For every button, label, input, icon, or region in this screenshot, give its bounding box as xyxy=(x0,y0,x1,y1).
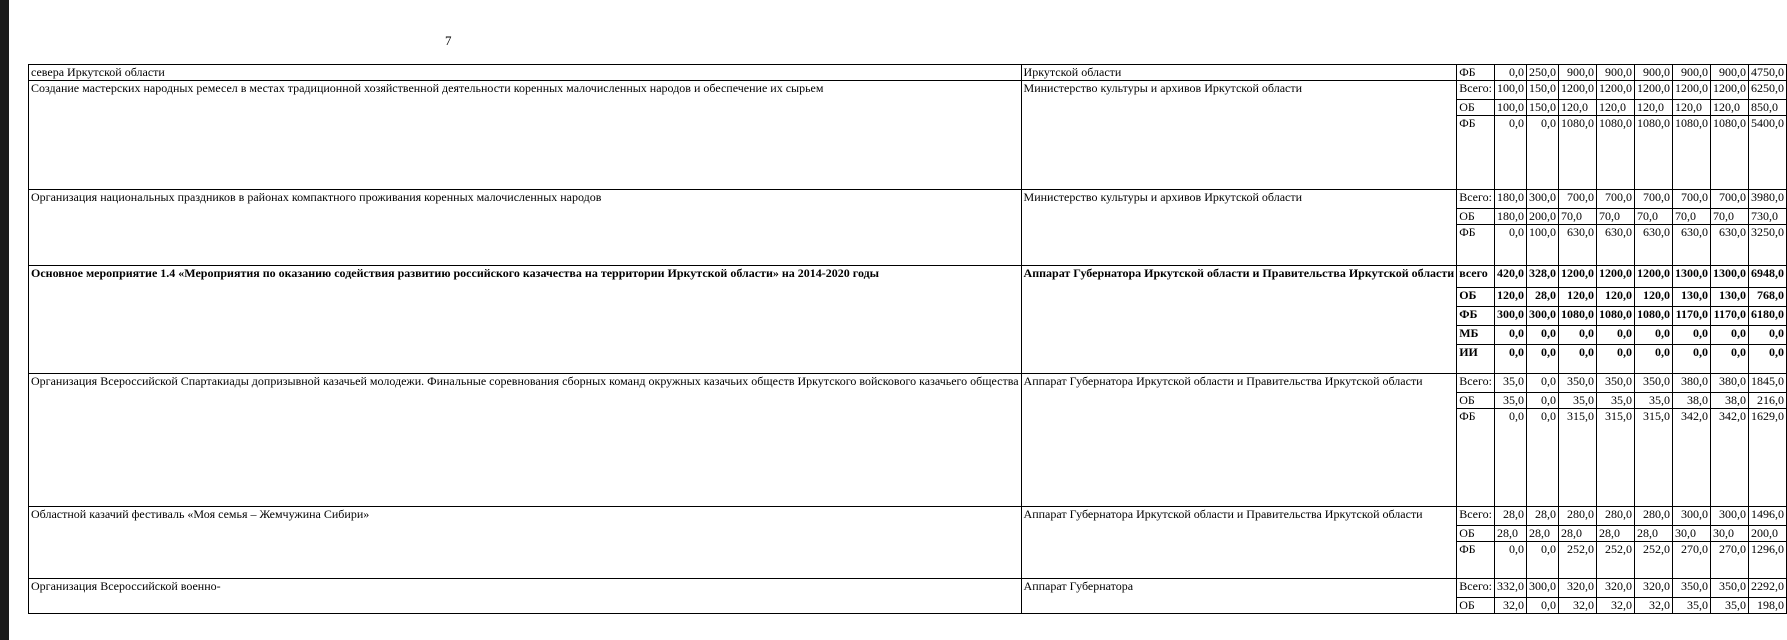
amount-cell: 1845,0 xyxy=(1748,374,1786,393)
amount-cell: 420,0 xyxy=(1494,266,1526,288)
amount-cell: 630,0 xyxy=(1558,225,1596,266)
amount-cell: 280,0 xyxy=(1634,507,1672,526)
amount-cell: 120,0 xyxy=(1596,100,1634,116)
amount-cell: 28,0 xyxy=(1526,507,1558,526)
amount-cell: 0,0 xyxy=(1494,116,1526,190)
amount-cell: 28,0 xyxy=(1526,526,1558,542)
amount-cell: 0,0 xyxy=(1494,542,1526,579)
funding-source-cell: Всего: xyxy=(1457,81,1495,100)
table-row xyxy=(29,507,1787,526)
amount-cell: 900,0 xyxy=(1596,65,1634,81)
amount-cell: 252,0 xyxy=(1558,542,1596,579)
amount-cell: 0,0 xyxy=(1634,326,1672,345)
amount-cell: 0,0 xyxy=(1526,374,1558,393)
activity-cell: севера Иркутской области xyxy=(29,65,1022,81)
amount-cell: 630,0 xyxy=(1634,225,1672,266)
amount-cell: 315,0 xyxy=(1558,409,1596,507)
amount-cell: 200,0 xyxy=(1526,209,1558,225)
amount-cell: 0,0 xyxy=(1526,326,1558,345)
amount-cell: 35,0 xyxy=(1710,598,1748,614)
amount-cell: 0,0 xyxy=(1494,326,1526,345)
amount-cell: 100,0 xyxy=(1494,100,1526,116)
amount-cell: 216,0 xyxy=(1748,393,1786,409)
budget-table xyxy=(28,64,1787,614)
amount-cell: 0,0 xyxy=(1526,116,1558,190)
amount-cell: 0,0 xyxy=(1596,345,1634,374)
amount-cell: 1080,0 xyxy=(1558,116,1596,190)
table-row xyxy=(29,81,1787,100)
amount-cell: 28,0 xyxy=(1596,526,1634,542)
amount-cell: 300,0 xyxy=(1526,307,1558,326)
amount-cell: 0,0 xyxy=(1526,542,1558,579)
amount-cell: 3250,0 xyxy=(1748,225,1786,266)
amount-cell: 4750,0 xyxy=(1748,65,1786,81)
amount-cell: 1080,0 xyxy=(1634,307,1672,326)
funding-source-cell: Всего: xyxy=(1457,374,1495,393)
page-number: 7 xyxy=(445,33,452,48)
amount-cell: 120,0 xyxy=(1634,100,1672,116)
amount-cell: 1296,0 xyxy=(1748,542,1786,579)
table-row xyxy=(29,266,1787,288)
amount-cell: 100,0 xyxy=(1494,81,1526,100)
amount-cell: 350,0 xyxy=(1596,374,1634,393)
funding-source-cell: Всего: xyxy=(1457,190,1495,209)
table-row xyxy=(29,65,1787,81)
amount-cell: 320,0 xyxy=(1558,579,1596,598)
amount-cell: 328,0 xyxy=(1526,266,1558,288)
amount-cell: 38,0 xyxy=(1672,393,1710,409)
amount-cell: 32,0 xyxy=(1596,598,1634,614)
activity-cell: Создание мастерских народных ремесел в местах традиционной хозяйственной деятельности коренных малочисленных народов и обеспечение их сырьем xyxy=(29,81,1022,190)
amount-cell: 0,0 xyxy=(1526,598,1558,614)
amount-cell: 130,0 xyxy=(1710,288,1748,307)
amount-cell: 70,0 xyxy=(1596,209,1634,225)
amount-cell: 35,0 xyxy=(1634,393,1672,409)
amount-cell: 0,0 xyxy=(1596,326,1634,345)
amount-cell: 768,0 xyxy=(1748,288,1786,307)
amount-cell: 0,0 xyxy=(1748,326,1786,345)
amount-cell: 28,0 xyxy=(1494,526,1526,542)
amount-cell: 0,0 xyxy=(1494,225,1526,266)
executor-cell: Иркутской области xyxy=(1021,65,1457,81)
amount-cell: 32,0 xyxy=(1558,598,1596,614)
executor-cell: Аппарат Губернатора xyxy=(1021,579,1457,614)
amount-cell: 350,0 xyxy=(1634,374,1672,393)
amount-cell: 252,0 xyxy=(1596,542,1634,579)
amount-cell: 180,0 xyxy=(1494,190,1526,209)
amount-cell: 120,0 xyxy=(1558,100,1596,116)
scan-edge-bar xyxy=(0,0,9,640)
amount-cell: 1300,0 xyxy=(1672,266,1710,288)
amount-cell: 280,0 xyxy=(1596,507,1634,526)
amount-cell: 1200,0 xyxy=(1558,266,1596,288)
funding-source-cell: Всего: xyxy=(1457,507,1495,526)
amount-cell: 70,0 xyxy=(1634,209,1672,225)
amount-cell: 332,0 xyxy=(1494,579,1526,598)
amount-cell: 300,0 xyxy=(1494,307,1526,326)
amount-cell: 28,0 xyxy=(1558,526,1596,542)
executor-cell: Министерство культуры и архивов Иркутской области xyxy=(1021,81,1457,190)
amount-cell: 1200,0 xyxy=(1672,81,1710,100)
funding-source-cell: ФБ xyxy=(1457,409,1495,507)
amount-cell: 32,0 xyxy=(1494,598,1526,614)
amount-cell: 1200,0 xyxy=(1558,81,1596,100)
amount-cell: 0,0 xyxy=(1672,345,1710,374)
amount-cell: 342,0 xyxy=(1710,409,1748,507)
table-row xyxy=(29,374,1787,393)
amount-cell: 300,0 xyxy=(1526,579,1558,598)
amount-cell: 70,0 xyxy=(1558,209,1596,225)
funding-source-cell: ОБ xyxy=(1457,598,1495,614)
amount-cell: 3980,0 xyxy=(1748,190,1786,209)
amount-cell: 1080,0 xyxy=(1672,116,1710,190)
funding-source-cell: всего xyxy=(1457,266,1495,288)
amount-cell: 130,0 xyxy=(1672,288,1710,307)
funding-source-cell: ФБ xyxy=(1457,65,1495,81)
executor-cell: Аппарат Губернатора Иркутской области и Правительства Иркутской области xyxy=(1021,374,1457,507)
amount-cell: 1170,0 xyxy=(1672,307,1710,326)
funding-source-cell: ФБ xyxy=(1457,116,1495,190)
amount-cell: 0,0 xyxy=(1558,345,1596,374)
amount-cell: 700,0 xyxy=(1634,190,1672,209)
amount-cell: 0,0 xyxy=(1494,409,1526,507)
amount-cell: 320,0 xyxy=(1596,579,1634,598)
executor-cell: Аппарат Губернатора Иркутской области и Правительства Иркутской области xyxy=(1021,266,1457,374)
funding-source-cell: ФБ xyxy=(1457,542,1495,579)
amount-cell: 250,0 xyxy=(1526,65,1558,81)
amount-cell: 30,0 xyxy=(1710,526,1748,542)
amount-cell: 630,0 xyxy=(1672,225,1710,266)
amount-cell: 0,0 xyxy=(1526,409,1558,507)
amount-cell: 120,0 xyxy=(1494,288,1526,307)
amount-cell: 350,0 xyxy=(1558,374,1596,393)
amount-cell: 35,0 xyxy=(1494,393,1526,409)
amount-cell: 630,0 xyxy=(1710,225,1748,266)
amount-cell: 0,0 xyxy=(1526,393,1558,409)
amount-cell: 200,0 xyxy=(1748,526,1786,542)
amount-cell: 28,0 xyxy=(1526,288,1558,307)
amount-cell: 700,0 xyxy=(1558,190,1596,209)
amount-cell: 1629,0 xyxy=(1748,409,1786,507)
amount-cell: 180,0 xyxy=(1494,209,1526,225)
amount-cell: 28,0 xyxy=(1494,507,1526,526)
amount-cell: 1200,0 xyxy=(1634,81,1672,100)
amount-cell: 35,0 xyxy=(1672,598,1710,614)
amount-cell: 1300,0 xyxy=(1710,266,1748,288)
amount-cell: 120,0 xyxy=(1672,100,1710,116)
amount-cell: 150,0 xyxy=(1526,81,1558,100)
amount-cell: 900,0 xyxy=(1634,65,1672,81)
funding-source-cell: ОБ xyxy=(1457,288,1495,307)
funding-source-cell: ОБ xyxy=(1457,100,1495,116)
amount-cell: 630,0 xyxy=(1596,225,1634,266)
amount-cell: 900,0 xyxy=(1710,65,1748,81)
amount-cell: 1080,0 xyxy=(1596,307,1634,326)
activity-cell: Организация национальных праздников в районах компактного проживания коренных малочисленных народов xyxy=(29,190,1022,266)
amount-cell: 700,0 xyxy=(1672,190,1710,209)
activity-cell: Организация Всероссийской Спартакиады допризывной казачьей молодежи. Финальные соревнования сборных команд окружных казачьих обществ Иркутского войскового казачьего общества xyxy=(29,374,1022,507)
amount-cell: 120,0 xyxy=(1558,288,1596,307)
amount-cell: 1200,0 xyxy=(1710,81,1748,100)
amount-cell: 0,0 xyxy=(1710,326,1748,345)
amount-cell: 35,0 xyxy=(1494,374,1526,393)
amount-cell: 0,0 xyxy=(1634,345,1672,374)
amount-cell: 0,0 xyxy=(1494,345,1526,374)
amount-cell: 35,0 xyxy=(1596,393,1634,409)
amount-cell: 315,0 xyxy=(1596,409,1634,507)
amount-cell: 30,0 xyxy=(1672,526,1710,542)
amount-cell: 270,0 xyxy=(1672,542,1710,579)
amount-cell: 5400,0 xyxy=(1748,116,1786,190)
amount-cell: 6180,0 xyxy=(1748,307,1786,326)
amount-cell: 380,0 xyxy=(1710,374,1748,393)
amount-cell: 0,0 xyxy=(1748,345,1786,374)
executor-cell: Министерство культуры и архивов Иркутской области xyxy=(1021,190,1457,266)
amount-cell: 252,0 xyxy=(1634,542,1672,579)
amount-cell: 350,0 xyxy=(1672,579,1710,598)
amount-cell: 120,0 xyxy=(1596,288,1634,307)
amount-cell: 0,0 xyxy=(1558,326,1596,345)
table-row xyxy=(29,579,1787,598)
funding-source-cell: ФБ xyxy=(1457,225,1495,266)
funding-source-cell: ОБ xyxy=(1457,393,1495,409)
amount-cell: 1080,0 xyxy=(1596,116,1634,190)
amount-cell: 850,0 xyxy=(1748,100,1786,116)
amount-cell: 700,0 xyxy=(1596,190,1634,209)
amount-cell: 28,0 xyxy=(1634,526,1672,542)
amount-cell: 70,0 xyxy=(1710,209,1748,225)
amount-cell: 1496,0 xyxy=(1748,507,1786,526)
amount-cell: 150,0 xyxy=(1526,100,1558,116)
amount-cell: 100,0 xyxy=(1526,225,1558,266)
executor-cell: Аппарат Губернатора Иркутской области и Правительства Иркутской области xyxy=(1021,507,1457,579)
amount-cell: 900,0 xyxy=(1558,65,1596,81)
amount-cell: 120,0 xyxy=(1634,288,1672,307)
amount-cell: 1080,0 xyxy=(1558,307,1596,326)
amount-cell: 0,0 xyxy=(1710,345,1748,374)
amount-cell: 1200,0 xyxy=(1596,266,1634,288)
amount-cell: 300,0 xyxy=(1526,190,1558,209)
funding-source-cell: ОБ xyxy=(1457,526,1495,542)
amount-cell: 380,0 xyxy=(1672,374,1710,393)
amount-cell: 120,0 xyxy=(1710,100,1748,116)
amount-cell: 35,0 xyxy=(1558,393,1596,409)
funding-source-cell: ОБ xyxy=(1457,209,1495,225)
amount-cell: 38,0 xyxy=(1710,393,1748,409)
amount-cell: 1200,0 xyxy=(1634,266,1672,288)
amount-cell: 1200,0 xyxy=(1596,81,1634,100)
amount-cell: 300,0 xyxy=(1710,507,1748,526)
funding-source-cell: МБ xyxy=(1457,326,1495,345)
amount-cell: 300,0 xyxy=(1672,507,1710,526)
amount-cell: 6948,0 xyxy=(1748,266,1786,288)
funding-source-cell: ФБ xyxy=(1457,307,1495,326)
amount-cell: 315,0 xyxy=(1634,409,1672,507)
amount-cell: 198,0 xyxy=(1748,598,1786,614)
activity-cell: Областной казачий фестиваль «Моя семья – Жемчужина Сибири» xyxy=(29,507,1022,579)
table-row xyxy=(29,190,1787,209)
amount-cell: 700,0 xyxy=(1710,190,1748,209)
amount-cell: 1080,0 xyxy=(1710,116,1748,190)
amount-cell: 320,0 xyxy=(1634,579,1672,598)
amount-cell: 6250,0 xyxy=(1748,81,1786,100)
amount-cell: 1080,0 xyxy=(1634,116,1672,190)
amount-cell: 730,0 xyxy=(1748,209,1786,225)
funding-source-cell: ИИ xyxy=(1457,345,1495,374)
amount-cell: 70,0 xyxy=(1672,209,1710,225)
amount-cell: 0,0 xyxy=(1494,65,1526,81)
funding-source-cell: Всего: xyxy=(1457,579,1495,598)
amount-cell: 0,0 xyxy=(1672,326,1710,345)
amount-cell: 0,0 xyxy=(1526,345,1558,374)
amount-cell: 342,0 xyxy=(1672,409,1710,507)
amount-cell: 270,0 xyxy=(1710,542,1748,579)
amount-cell: 900,0 xyxy=(1672,65,1710,81)
activity-cell: Организация Всероссийской военно- xyxy=(29,579,1022,614)
amount-cell: 280,0 xyxy=(1558,507,1596,526)
amount-cell: 350,0 xyxy=(1710,579,1748,598)
activity-cell: Основное мероприятие 1.4 «Мероприятия по оказанию содействия развитию российского казачества на территории Иркутской области» на 2014-2020 годы xyxy=(29,266,1022,374)
amount-cell: 1170,0 xyxy=(1710,307,1748,326)
amount-cell: 32,0 xyxy=(1634,598,1672,614)
amount-cell: 2292,0 xyxy=(1748,579,1786,598)
